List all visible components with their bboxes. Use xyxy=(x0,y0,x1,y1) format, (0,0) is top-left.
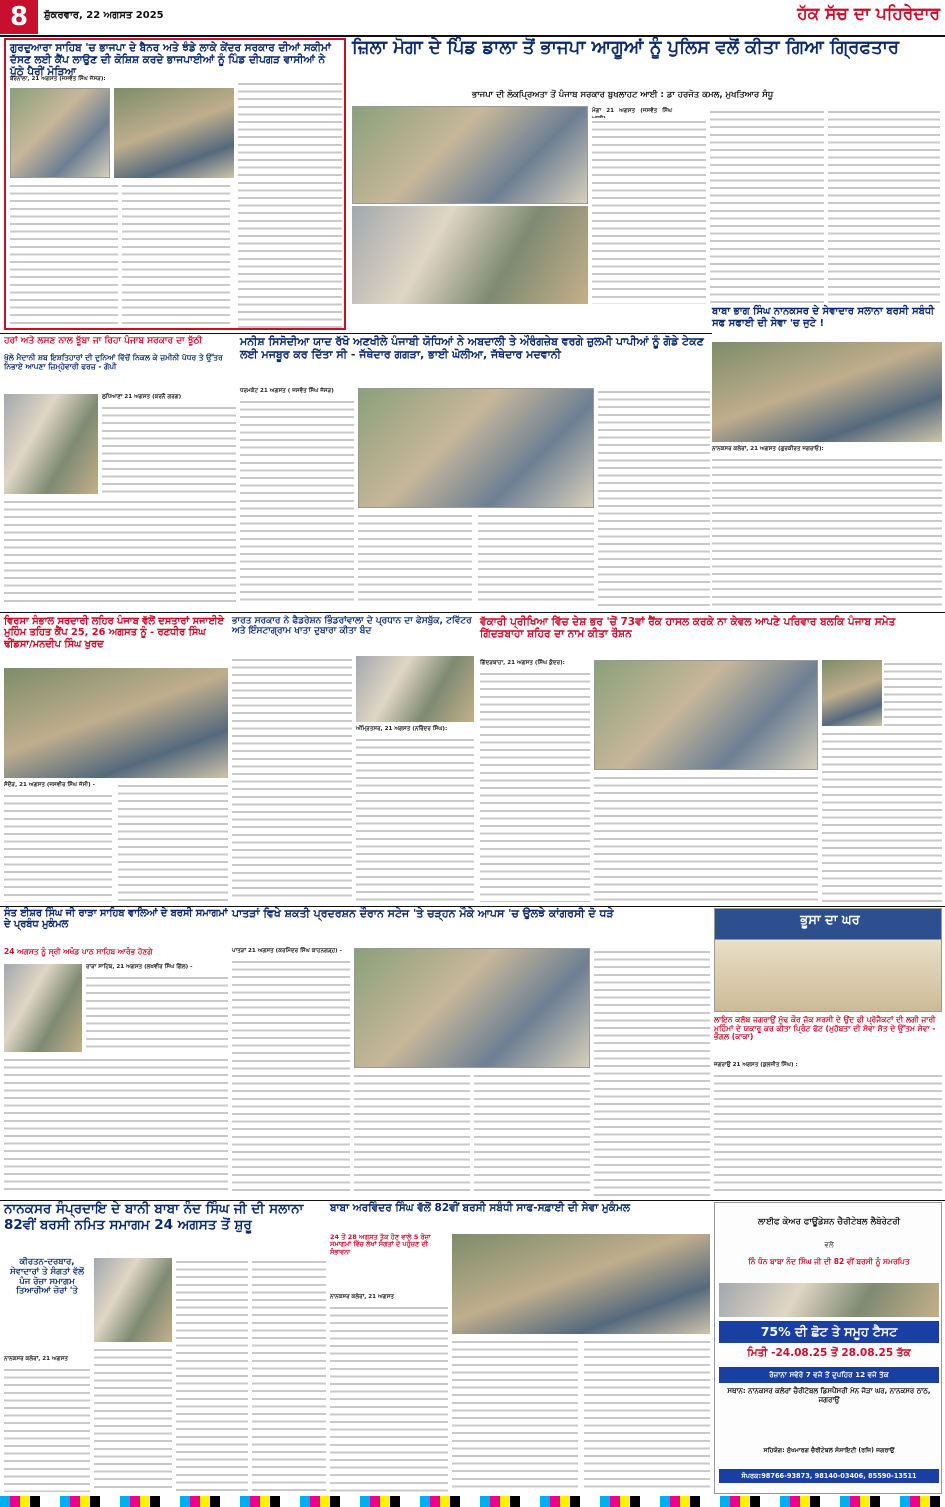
news-photo xyxy=(10,88,110,178)
article-body xyxy=(480,670,590,902)
ad-subheading: ਵਲੋਂ xyxy=(824,1241,834,1249)
article-body xyxy=(474,1072,590,1196)
story-rank-73 xyxy=(480,616,942,904)
dateline: ਅੰਮ੍ਰਿਤਸਰ, 21 ਅਗਸਤ (ਨਰਿੰਦਰ ਸਿੰਘ): xyxy=(356,726,448,732)
headline: ਜ਼ਿਲਾ ਮੋਗਾ ਦੇ ਪਿੰਡ ਡਾਲਾ ਤੋਂ ਭਾਜਪਾ ਆਗੂਆਂ ਨੂੰ ਪੁਲਿਸ ਵਲੋਂ ਕੀਤਾ ਗਿਆ ਗ੍ਰਿਫਤਾਰ xyxy=(352,37,900,58)
article-body xyxy=(86,974,228,1052)
story-baba-nand-singh-barsi xyxy=(4,1202,326,1494)
issue-date: ਸ਼ੁੱਕਰਵਾਰ, 22 ਅਗਸਤ 2025 xyxy=(44,10,164,21)
portrait-photo xyxy=(4,964,82,1052)
dateline: ਗਿੱਦੜਬਾਹਾ, 21 ਅਗਸਤ (ਸਿੰਘ ਕੁੰਦਰ): xyxy=(480,660,565,666)
article-body xyxy=(240,398,354,606)
article-body xyxy=(822,730,942,902)
dateline: ਸੰਦੌੜ, 21 ਅਗਸਤ (ਜਸਵੀਰ ਸਿੰਘ ਜੱਸੀ) - xyxy=(4,782,95,788)
ad-photo xyxy=(719,1283,939,1317)
article-body xyxy=(232,958,350,1196)
article-body xyxy=(176,1258,248,1492)
article-body xyxy=(598,388,710,606)
dateline: ਰਾੜਾ ਸਾਹਿਬ, 21 ਅਗਸਤ (ਲਖਵੀਰ ਸਿੰਘ ਗਿੱਲ) - xyxy=(86,964,193,970)
headline: ਵੱਕਾਰੀ ਪ੍ਰੀਖਿਆ ਵਿੱਚ ਦੇਸ਼ ਭਰ 'ਚੋਂ 73ਵਾਂ ਰੈਂਕ ਹਾਸਲ ਕਰਕੇ ਨਾ ਕੇਵਲ ਆਪਣੇ ਪਰਿਵਾਰ ਬਲਕਿ ਪੰਜਾਬ ਸਮੇਤ ਗਿੱਦੜਬਾਹਾ ਸ਼ਹਿਰ ਦਾ ਨਾਮ ਕੀਤਾ ਰੌਸ਼ਨ xyxy=(480,616,896,641)
headline: ਹਰਾਂ ਅਤੇ ਲਸਣ ਨਾਲ ਝੂੱਬਾ ਜਾ ਰਿਹਾ ਪੰਜਾਬ ਸਰਕਾਰ ਦਾ ਝੂੱਠੀ xyxy=(4,336,203,346)
dateline: ਨਾਨਕਸਰ ਕਲੇਰਾਂ, 21 ਅਗਸਤ xyxy=(330,1294,395,1300)
article-body xyxy=(238,80,342,328)
banner-text: ਭੂਸਾ ਦਾ ਘਰ xyxy=(800,913,860,928)
ad-contact: ਸੰਪਰਕ:98766-93873, 98140-03406, 85590-13511 xyxy=(719,1469,939,1483)
article-body xyxy=(232,656,352,902)
article-body xyxy=(712,456,942,606)
headline: ਲਾਇਨ ਕਲੱਬ ਜਗਰਾਉਂ ਮੁੱਢ ਕੌਰ ਜੱਕ ਸਰਸੀ ਦੇ ਉਂਦ ਫੀ ਪ੍ਰੋਜੈਕਟਾਂ ਦੀ ਲਗੀ ਜਾਰੀ ਮੁਹਿੰਮਾਂ ਦੇ ਯਕਾਰੂ ਕਰ ਕੀਤਾ ਪ੍ਰਿੰਟ ਫੱਟ (ਮੁਹੱਬਤਾ ਦੀ ਸੋਵਾ ਸੱਤ ਦੇ ਉੱਤਮ ਸੇਵਾ - ਭੋਗਲ (ਕਾਕਾ) xyxy=(714,1015,936,1042)
news-photo xyxy=(712,342,942,442)
inset-highlight: ਕੀਰਤਨ-ਦਰਬਾਰ, ਸੇਵਾਦਾਰਾਂ ਤੇ ਸੰਗਤਾਂ ਵੱਲੋਂ ਪੰਜ ਰੋਜ਼ਾ ਸਮਾਗਮ ਤਿਆਰੀਆਂ ਜ਼ੋਰਾਂ 'ਤੇ xyxy=(10,1257,84,1297)
headline: ਬਾਬਾ ਭਾਗ ਸਿੰਘ ਨਾਨਕਸਰ ਦੇ ਸੇਵਾਦਾਰ ਸਲਾਨਾ ਬਰਸੀ ਸਬੰਧੀ ਸਫ ਸਫਾਈ ਦੀ ਸੇਵਾ 'ਚ ਜੁਟੇ ! xyxy=(712,306,935,329)
news-photo xyxy=(354,948,590,1068)
headline: ਨਾਨਕਸਰ ਸੰਪ੍ਰਦਾਇ ਦੇ ਬਾਨੀ ਬਾਬਾ ਨੰਦ ਸਿੰਘ ਜੀ ਦੀ ਸਲਾਨਾ 82ਵੀਂ ਬਰਸੀ ਨਮਿਤ ਸਮਾਗਮ 24 ਅਗਸਤ ਤੋਂ ਸ਼ੁਰੂ xyxy=(4,1201,304,1233)
article-body xyxy=(102,404,236,494)
page-number-badge: 8 xyxy=(0,0,38,34)
news-photo xyxy=(352,206,588,304)
dateline: ਮੋਗਾ 21 ਅਗਸਤ (ਜਸਵੰਤ ਸਿੰਘ xyxy=(592,108,672,114)
news-photo xyxy=(4,668,228,778)
article-body xyxy=(584,1338,710,1492)
article-body xyxy=(594,774,818,902)
article-body xyxy=(452,1338,578,1492)
dateline: ਪਾਤੜਾਂ 21 ਅਗਸਤ (ਕਰਮਿੰਦਰ ਸਿੰਘ ਕਾਹਨਗੜ੍ਹ) - xyxy=(232,948,342,954)
article-body xyxy=(884,660,942,726)
headline: ਪਾਤੜਾਂ ਵਿਖੇ ਸ਼ਕਤੀ ਪ੍ਰਦਰਸ਼ਨ ਦੌਰਾਨ ਸਟੇਜ 'ਤੇ ਚੜ੍ਹਨ ਮੌਕੇ ਆਪਸ 'ਚ ਉਲਝੇ ਕਾਂਗਰਸੀ ਦੋ ਧੜੇ xyxy=(232,907,614,920)
article-body xyxy=(4,1056,228,1196)
ad-dates: ਮਿਤੀ -24.08.25 ਤੋਂ 28.08.25 ਤੱਕ xyxy=(747,1347,911,1359)
inset-highlight: 24 ਤੋਂ 28 ਅਗਸਤ ਤੱਕ ਹੋਣ ਵਾਲੇ 5 ਰੋਜ਼ਾ ਸਮਾਗਮਾਂ ਵਿੱਚ ਲੱਖਾਂ ਸੰਗਤਾਂ ਦੇ ਪਹੁੰਚਣ ਦੀ ਸੰਭਾਵਨਾ xyxy=(330,1233,431,1256)
news-photo xyxy=(352,106,588,204)
ad-timing: ਰੋਜ਼ਾਨਾ ਸਵੇਰੇ 7 ਵਜੇ ਤੋਂ ਦੁਪਹਿਰ 12 ਵਜੇ ਤੱਕ xyxy=(719,1367,939,1383)
article-body xyxy=(478,512,594,606)
dateline: ਧਰਮਕੋਟ 21 ਅਗਸਤ ( ਜਸਵੰਤ ਸਿੰਘ ਜੱਸੜ) xyxy=(240,388,334,394)
subheadline: ਖੁੱਲੇ ਮੈਦਾਨੀ ਸ਼ਬ ਇਸ਼ਤਿਹਾਰਾਂ ਦੀ ਦੁਨਿਆਂ ਵਿੱਚੋਂ ਨਿਕਲ ਕੇ ਜ਼ਮੀਨੀ ਪੱਧਰ ਤੇ ਉੱਤਰ ਨਿਭਾਏ ਆਪਣਾ ਜ਼ਿਮ੍ਹੇਵਾਰੀ ਫਰਜ਼ - ਗੋਪੀ xyxy=(4,353,223,371)
news-photo xyxy=(452,1234,710,1334)
masthead-title: ਹੱਕ ਸੱਚ ਦਾ ਪਹਿਰੇਦਾਰ xyxy=(797,4,940,24)
article-body xyxy=(592,118,706,304)
story-punjab-govt-gopi xyxy=(4,336,236,608)
story-lions-club xyxy=(714,908,942,1198)
ad-heading: ਲਾਈਫ ਕੇਅਰ ਫਾਊਂਡੇਸ਼ਨ ਚੈਰੀਟੇਬਲ ਲੈਬੋਰੇਟਰੀ xyxy=(757,1217,901,1227)
story-turban-camp xyxy=(4,616,228,904)
dateline: ਲੁਧਿਆਣਾ 21 ਅਗਸਤ (ਕਰਨੈ ਗਰਗ) xyxy=(102,394,182,400)
dateline: ਨਾਨਕਸਰ ਕਲੇਰਾਂ, 21 ਅਗਸਤ xyxy=(4,1356,69,1362)
lab-advertisement xyxy=(714,1202,942,1494)
article-body xyxy=(828,108,940,304)
dateline: ਬਰਨਾਲਾ, 21 ਅਗਸਤ (ਜਸਵੰਤ ਸਿੰਘ ਜੱਸੜ): xyxy=(10,76,106,82)
article-body xyxy=(710,108,824,304)
article-body xyxy=(252,1258,326,1492)
news-photo xyxy=(822,660,882,726)
story-moga-arrest xyxy=(352,38,940,306)
portrait-photo xyxy=(94,1258,172,1342)
headline: ਵਿਰਸਾ ਸੰਭਾਲ ਸਰਦਾਰੀ ਲਹਿਰ ਪੰਜਾਬ ਵੱਲੋਂ ਦਸਤਾਰਾਂ ਸਜਾਈਏ ਮੁਹਿੰਮ ਤਹਿਤ ਕੈਂਪ 25, 26 ਅਗਸਤ ਨੂੰ - ਰਣਧੀਰ ਸਿੰਘ ਢੀਂਡਸਾ/ਮਨਦੀਪ ਸਿੰਘ ਖੁਰਦ xyxy=(4,616,224,650)
story-sisodia xyxy=(240,336,710,608)
headline: ਸੰਤ ਈਸ਼ਰ ਸਿੰਘ ਜੀ ਰਾੜਾ ਸਾਹਿਬ ਵਾਲਿਆਂ ਦੇ ਬਰਸੀ ਸਮਾਗਮਾਂ ਦੇ ਪ੍ਰਬੰਧ ਮੁਕੰਮਲ xyxy=(4,908,228,931)
article-body xyxy=(594,948,710,1196)
article-body xyxy=(94,1346,172,1492)
news-photo xyxy=(594,660,818,770)
article-body xyxy=(122,182,230,328)
story-baba-bhag-singh xyxy=(712,306,942,606)
news-photo xyxy=(114,88,234,178)
ad-place: ਸਥਾਨ: ਨਾਨਕਸਰ ਕਲੇਰਾਂ ਚੈਰੀਟੇਬਲ ਡਿਸਪੈਂਸਰੀ ਮੇਨ ਜੋੜਾ ਘਰ, ਨਾਨਕਸਰ ਠਾਠ, ਜਗਰਾਉਂ xyxy=(727,1387,931,1404)
headline: ਭਾਰਤ ਸਰਕਾਰ ਨੇ ਫੈਡਰੇਸ਼ਨ ਭਿੰਡਰਾਂਵਾਲਾ ਦੇ ਪ੍ਰਧਾਨ ਦਾ ਫੇਸਬੁੱਕ, ਟਵਿੱਟਰ ਅਤੇ ਇੰਸਟਾਗ੍ਰਾਮ ਖਾਤਾ ਦੁਬਾਰਾ ਕੀਤਾ ਬੰਦ xyxy=(232,616,472,637)
article-body xyxy=(10,182,118,328)
story-temple-camp xyxy=(4,38,346,330)
article-body xyxy=(330,1304,448,1492)
news-photo xyxy=(358,388,594,508)
article-body xyxy=(4,1366,90,1492)
column-rule xyxy=(0,333,712,334)
ad-trust: ਸਹਿਯੋਗ: ਸੁੱਖਮਾਰਗ ਚੈਰੀਟੇਬਲ ਸੋਸਾਇਟੀ (ਰਜਿ) ਜਗਰਾਉਂ xyxy=(763,1447,895,1454)
story-sant-ishar-singh xyxy=(4,908,228,1198)
story-federation-accounts xyxy=(232,616,476,904)
article-body xyxy=(118,782,228,902)
portrait-photo xyxy=(356,656,474,722)
subheadline: 24 ਅਗਸਤ ਨੂੰ ਸ੍ਰੀ ਅਖੰਡ ਪਾਠ ਸਾਹਿਬ ਆਰੰਭ ਹੋਣਗੇ xyxy=(4,947,153,956)
article-body xyxy=(356,736,474,902)
headline: ਬਾਬਾ ਅਰਵਿੰਦਰ ਸਿੰਘ ਵੱਲੋਂ 82ਵੀਂ ਬਰਸੀ ਸਬੰਧੀ ਸਾਫ-ਸਫ਼ਾਈ ਦੀ ਸੇਵਾ ਮੁਕੰਮਲ xyxy=(330,1202,630,1214)
ad-offer: 75% ਦੀ ਛੋਟ ਤੇ ਸਮੂਹ ਟੈਸਟ xyxy=(719,1321,939,1343)
story-patran-congress xyxy=(232,908,710,1198)
dateline: ਜਗਰਾਉਂ 21 ਅਗਸਤ (ਕੁਲਜੀਤ ਸਿੰਘ) : xyxy=(714,1062,798,1068)
article-body xyxy=(358,512,472,606)
print-color-strip xyxy=(0,1496,945,1507)
article-body xyxy=(714,1072,942,1196)
subheadline: ਭਾਜਪਾ ਦੀ ਲੋਕਪ੍ਰਿਅਤਾ ਤੋਂ ਪੰਜਾਬ ਸਰਕਾਰ ਬੁਖਲਾਹਟ ਆਈ : ਡਾ ਹਰਜੋਤ ਕਮਲ, ਮੁਖਤਿਆਰ ਸੰਧੂ xyxy=(472,90,774,100)
portrait-photo xyxy=(4,394,98,494)
article-body xyxy=(354,1072,470,1196)
story-arvinder-singh-cleaning xyxy=(330,1202,710,1494)
article-body xyxy=(4,792,112,902)
dateline: ਨਾਨਕਸਰ ਕਲੇਰਾਂ, 21 ਅਗਸਤ (ਗੁਰਕੀਰਤ ਜਗਰਾਓ): xyxy=(712,446,824,452)
ad-dedication: ਨਿੰ ਧੰਨ ਬਾਬਾ ਨੰਦ ਸਿੰਘ ਜੀ ਦੀ 82 ਵੀਂ ਬਰਸੀ ਨੂੰ ਸਮਰਪਿਤ xyxy=(748,1257,910,1266)
event-banner xyxy=(714,908,942,1012)
headline: ਗੁਰਦੁਆਰਾ ਸਾਹਿਬ 'ਚ ਭਾਜਪਾ ਦੇ ਬੈਨਰ ਅਤੇ ਝੰਡੇ ਲਾਕੇ ਕੇਂਦਰ ਸਰਕਾਰ ਦੀਆਂ ਸਕੀਮਾਂ ਦੱਸਣ ਲਈ ਕੈਂਪ ਲਾਉਣ ਦੀ ਕੋਸ਼ਿਸ਼ ਕਰਦੇ ਭਾਜਪਾਈਆਂ ਨੂੰ ਪਿੰਡ ਦੀਪਗੜ ਵਾਸੀਆਂ ਨੇ ਪੁੱਠੇ ਪੈਰੀਂ ਮੋੜਿਆ xyxy=(10,42,331,79)
section-rule xyxy=(0,612,945,613)
article-body xyxy=(4,498,236,606)
headline: ਮਨੀਸ਼ ਸਿਸੋਦੀਆ ਯਾਦ ਰੱਖੋ ਅਣਖੀਲੇ ਪੰਜਾਬੀ ਯੋਧਿਆਂ ਨੇ ਅਬਦਾਲੀ ਤੇ ਔਰੰਗਜ਼ੇਬ ਵਰਗੇ ਜ਼ੁਲਮੀ ਪਾਪੀਆਂ ਨੂੰ ਗੋਡੇ ਟੇਕਣ ਲਈ ਮਜਬੂਰ ਕਰ ਦਿੱਤਾ ਸੀ - ਜੱਥੇਦਾਰ ਗਗੜਾ, ਭਾਈ ਘੋਲੀਆ, ਜੱਥੇਦਾਰ ਮਦਵਾਨੀ xyxy=(240,335,704,361)
